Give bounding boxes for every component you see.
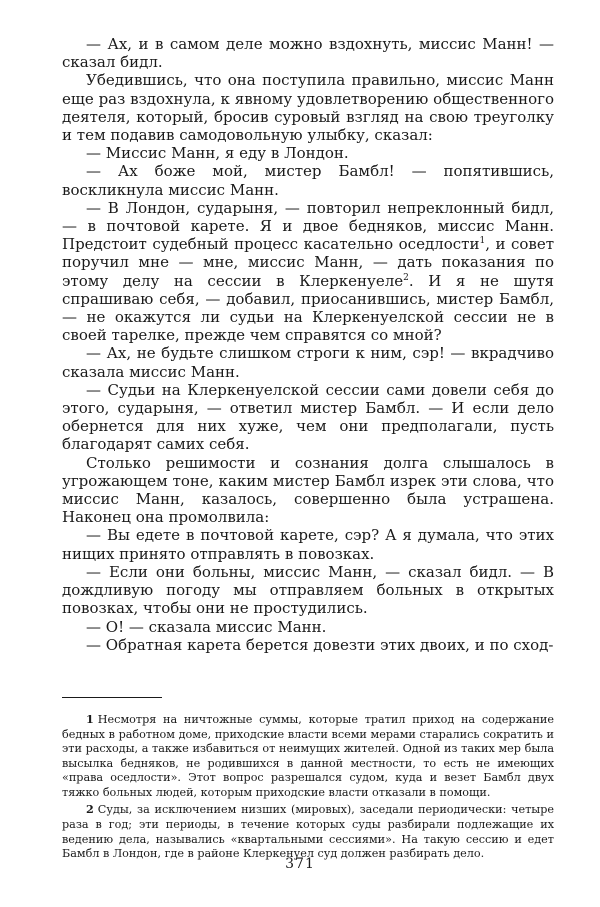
paragraph: — Вы едете в почтовой карете, сэр? А я думала, что этих нищих принято отправлять в повозках. xyxy=(62,526,554,563)
footnote-text: Суды, за исключением низших (мировых), заседали периодически: четыре раза в год; эти периоды, в течение которых суды разбирали подлежащие их ведению дела, назывались «квартальными сессиями». На такую сессию и едет Бамбл в Лондон, где в районе Клеркенуел суд должен разбирать дело. xyxy=(62,803,554,861)
footnote-2 xyxy=(62,802,554,861)
footnote-number: 1 xyxy=(86,711,94,726)
paragraph: — Судьи на Клеркенуелской сессии сами довели себя до этого, сударыня, — ответил мистер Бамбл. — И если дело обернется для них хуже, чем они предполагали, пусть благодарят самих себя. xyxy=(62,380,554,454)
footnote-ref-2[interactable]: 2 xyxy=(403,272,409,283)
paragraph xyxy=(62,199,554,345)
footnote-divider xyxy=(62,697,162,698)
paragraph: — Ах, и в самом деле можно вздохнуть, миссис Манн! — сказал бидл. xyxy=(62,35,554,72)
main-text xyxy=(62,35,554,654)
paragraph-text: , и совет поручил мне — мне, миссис Манн, — дать показания по этому делу на сессии в Клеркенуеле xyxy=(62,235,555,290)
paragraph: — Обратная карета берется довезти этих двоих, и по сход- xyxy=(86,635,554,654)
paragraph-text: — В Лондон, сударыня, — повторил непреклонный бидл, — в почтовой карете. Я и двое бедняков, миссис Манн. Предстоит судебный процесс касательно оседлости xyxy=(62,198,554,254)
footnote-ref-1[interactable]: 1 xyxy=(479,236,486,247)
paragraph: — Ах, не будьте слишком строги к ним, сэр! — вкрадчиво сказала миссис Манн. xyxy=(62,344,554,381)
paragraph: — О! — сказала миссис Манн. xyxy=(86,617,327,636)
footnote-1 xyxy=(62,712,554,801)
paragraph-text: . И я не шутя спрашиваю себя, — добавил, приосанившись, мистер Бамбл, — не окажутся ли судьи на Клеркенуелской сессии не в своей тарелке, прежде чем справятся со мной? xyxy=(62,271,554,345)
paragraph: Столько решимости и сознания долга слышалось в угрожающем тоне, каким мистер Бамбл изрек эти слова, что миссис Манн, казалось, совершенно была устрашена. Наконец она промолвила: xyxy=(62,453,554,527)
paragraph: — Миссис Манн, я еду в Лондон. xyxy=(86,144,349,163)
paragraph: — Если они больны, миссис Манн, — сказал бидл. — В дождливую погоду мы отправляем больных в открытых повозках, чтобы они не простудились. xyxy=(62,562,554,618)
footnote-number: 2 xyxy=(86,802,94,817)
footnotes xyxy=(62,712,554,862)
paragraph: — Ах боже мой, мистер Бамбл! — попятившись, воскликнула миссис Манн. xyxy=(62,162,554,199)
book-page xyxy=(62,35,554,864)
footnote-text: Несмотря на ничтожные суммы, которые тратил приход на содержание бедных в работном доме, приходские власти всеми мерами старались сократить и эти расходы, а также избавиться от неимущих жителей. Одной из таких мер была высылка бедняков, не родившихся в данной местности, то есть не имеющих «права оседлости». Этот вопрос разрешался судом, куда и везет Бамбл двух тяжко больных людей, которым приходские власти отказали в помощи. xyxy=(62,712,554,799)
paragraph: Убедившись, что она поступила правильно, миссис Манн еще раз вздохнула, к явному удовлетворению общественного деятеля, который, бросив суровый взгляд на свою треуголку и тем подавив самодовольную улыбку, сказал: xyxy=(62,71,554,145)
page-number: 371 xyxy=(285,856,315,872)
